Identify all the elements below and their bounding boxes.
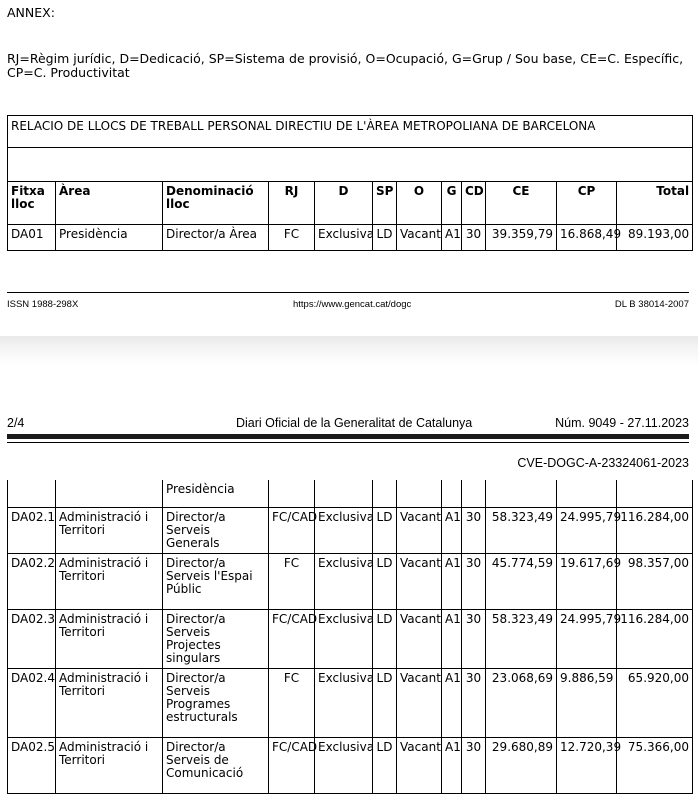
cell-g: A1 — [442, 553, 462, 609]
cell-area: Administració i Territori — [56, 737, 163, 793]
cell-d: Exclusiva — [315, 737, 373, 793]
table-row — [8, 668, 693, 737]
page-1 — [0, 0, 698, 336]
cell-cd: 30 — [462, 553, 486, 609]
cell-area: Administració i Territori — [56, 609, 163, 668]
table-row — [8, 553, 693, 609]
cell-area: Presidència — [56, 225, 163, 251]
header-g: G — [442, 182, 462, 225]
cell-fitxa: DA02.5 — [8, 737, 56, 793]
cell-o: Vacant — [397, 225, 442, 251]
cell-fitxa: DA02.1 — [8, 507, 56, 553]
cell-cd: 30 — [462, 737, 486, 793]
header-fitxa: Fitxa lloc — [8, 182, 56, 225]
cell-d: Exclusiva — [315, 225, 373, 251]
cell-sp: LD — [373, 553, 397, 609]
cell-cp: 9.886,59 — [557, 668, 617, 737]
blank-row — [8, 148, 693, 182]
cell-fitxa: DA02.4 — [8, 668, 56, 737]
footer-url[interactable]: https://www.gencat.cat/dogc — [293, 299, 412, 310]
cell-fitxa: DA01 — [8, 225, 56, 251]
cell-total: 116.284,00 — [617, 609, 693, 668]
cell-area: Administració i Territori — [56, 507, 163, 553]
cell-g: A1 — [442, 737, 462, 793]
cell-ce: 45.774,59 — [486, 553, 557, 609]
cell-cp: 24.995,79 — [557, 609, 617, 668]
cell-total: 116.284,00 — [617, 507, 693, 553]
cell-cp: 16.868,49 — [557, 225, 617, 251]
cell-sp: LD — [373, 668, 397, 737]
cell-total: 65.920,00 — [617, 668, 693, 737]
cell-g: A1 — [442, 507, 462, 553]
positions-table-page-2 — [7, 480, 693, 794]
header-rule-thin — [7, 442, 689, 443]
cell-rj: FC — [269, 668, 315, 737]
cell-g: A1 — [442, 225, 462, 251]
table-row — [8, 507, 693, 553]
footer-rule — [7, 292, 689, 293]
cell-ce: 29.680,89 — [486, 737, 557, 793]
cell-fitxa: DA02.2 — [8, 553, 56, 609]
cell-area: Administració i Territori — [56, 668, 163, 737]
cell-sp: LD — [373, 609, 397, 668]
cell-cd: 30 — [462, 609, 486, 668]
cell-denominacio: Director/a Serveis l'Espai Públic — [163, 553, 269, 609]
cell-ce: 39.359,79 — [486, 225, 557, 251]
cell-cp: 12.720,39 — [557, 737, 617, 793]
cell-denominacio: Director/a Serveis de Comunicació — [163, 737, 269, 793]
cell-o: Vacant — [397, 507, 442, 553]
cell-ce: 58.323,49 — [486, 507, 557, 553]
cell-d: Exclusiva — [315, 668, 373, 737]
cell-rj: FC/CAD — [269, 507, 315, 553]
table-row — [8, 225, 693, 251]
cell-cd: 30 — [462, 225, 486, 251]
cell-rj: FC/CAD — [269, 609, 315, 668]
document-reference: CVE-DOGC-A-23324061-2023 — [517, 456, 689, 470]
footer-issn: ISSN 1988-298X — [7, 299, 79, 310]
header-o: O — [397, 182, 442, 225]
cell-sp: LD — [373, 507, 397, 553]
cell-denominacio-continued: Presidència — [163, 480, 269, 507]
annex-heading: ANNEX: — [7, 5, 55, 20]
cell-o: Vacant — [397, 609, 442, 668]
header-rj: RJ — [269, 182, 315, 225]
header-denominacio: Denominació lloc — [163, 182, 269, 225]
page-separator — [0, 336, 698, 366]
table-row — [8, 737, 693, 793]
cell-rj: FC/CAD — [269, 737, 315, 793]
cell-cd: 30 — [462, 668, 486, 737]
cell-total: 75.366,00 — [617, 737, 693, 793]
cell-sp: LD — [373, 737, 397, 793]
cell-d: Exclusiva — [315, 507, 373, 553]
page-number: 2/4 — [7, 416, 25, 430]
cell-fitxa: DA02.3 — [8, 609, 56, 668]
header-rule-thick — [7, 434, 689, 439]
cell-denominacio: Director/a Serveis Projectes singulars — [163, 609, 269, 668]
abbreviation-legend: RJ=Règim jurídic, D=Dedicació, SP=Sistema de provisió, O=Ocupació, G=Grup / Sou base, CE=C. Específic, CP=C. Productivitat — [7, 51, 684, 80]
cell-g: A1 — [442, 668, 462, 737]
table-body — [8, 507, 693, 793]
cell-cp: 19.617,69 — [557, 553, 617, 609]
header-ce: CE — [486, 182, 557, 225]
page-2 — [0, 366, 698, 792]
continuation-row — [8, 480, 693, 507]
header-total: Total — [617, 182, 693, 225]
table-header-row — [8, 182, 693, 225]
header-cp: CP — [557, 182, 617, 225]
cell-g: A1 — [442, 609, 462, 668]
cell-cp: 24.995,79 — [557, 507, 617, 553]
cell-cd: 30 — [462, 507, 486, 553]
cell-sp: LD — [373, 225, 397, 251]
journal-title: Diari Oficial de la Generalitat de Catalunya — [236, 416, 473, 430]
table-title: RELACIO DE LLOCS DE TREBALL PERSONAL DIRECTIU DE L'ÀREA METROPOLIANA DE BARCELONA — [8, 116, 693, 148]
cell-rj: FC — [269, 225, 315, 251]
cell-denominacio: Director/a Serveis Generals — [163, 507, 269, 553]
cell-rj: FC — [269, 553, 315, 609]
cell-area: Administració i Territori — [56, 553, 163, 609]
cell-denominacio: Director/a Serveis Programes estructurals — [163, 668, 269, 737]
header-sp: SP — [373, 182, 397, 225]
table-row — [8, 609, 693, 668]
header-cd: CD — [462, 182, 486, 225]
cell-o: Vacant — [397, 668, 442, 737]
header-area: Àrea — [56, 182, 163, 225]
footer-dl: DL B 38014-2007 — [614, 299, 689, 310]
cell-o: Vacant — [397, 553, 442, 609]
cell-d: Exclusiva — [315, 553, 373, 609]
cell-o: Vacant — [397, 737, 442, 793]
cell-d: Exclusiva — [315, 609, 373, 668]
positions-table-page-1 — [7, 115, 693, 251]
cell-total: 98.357,00 — [617, 553, 693, 609]
issue-number: Núm. 9049 - 27.11.2023 — [555, 416, 689, 430]
cell-ce: 23.068,69 — [486, 668, 557, 737]
cell-total: 89.193,00 — [617, 225, 693, 251]
cell-denominacio: Director/a Àrea — [163, 225, 269, 251]
cell-ce: 58.323,49 — [486, 609, 557, 668]
header-d: D — [315, 182, 373, 225]
